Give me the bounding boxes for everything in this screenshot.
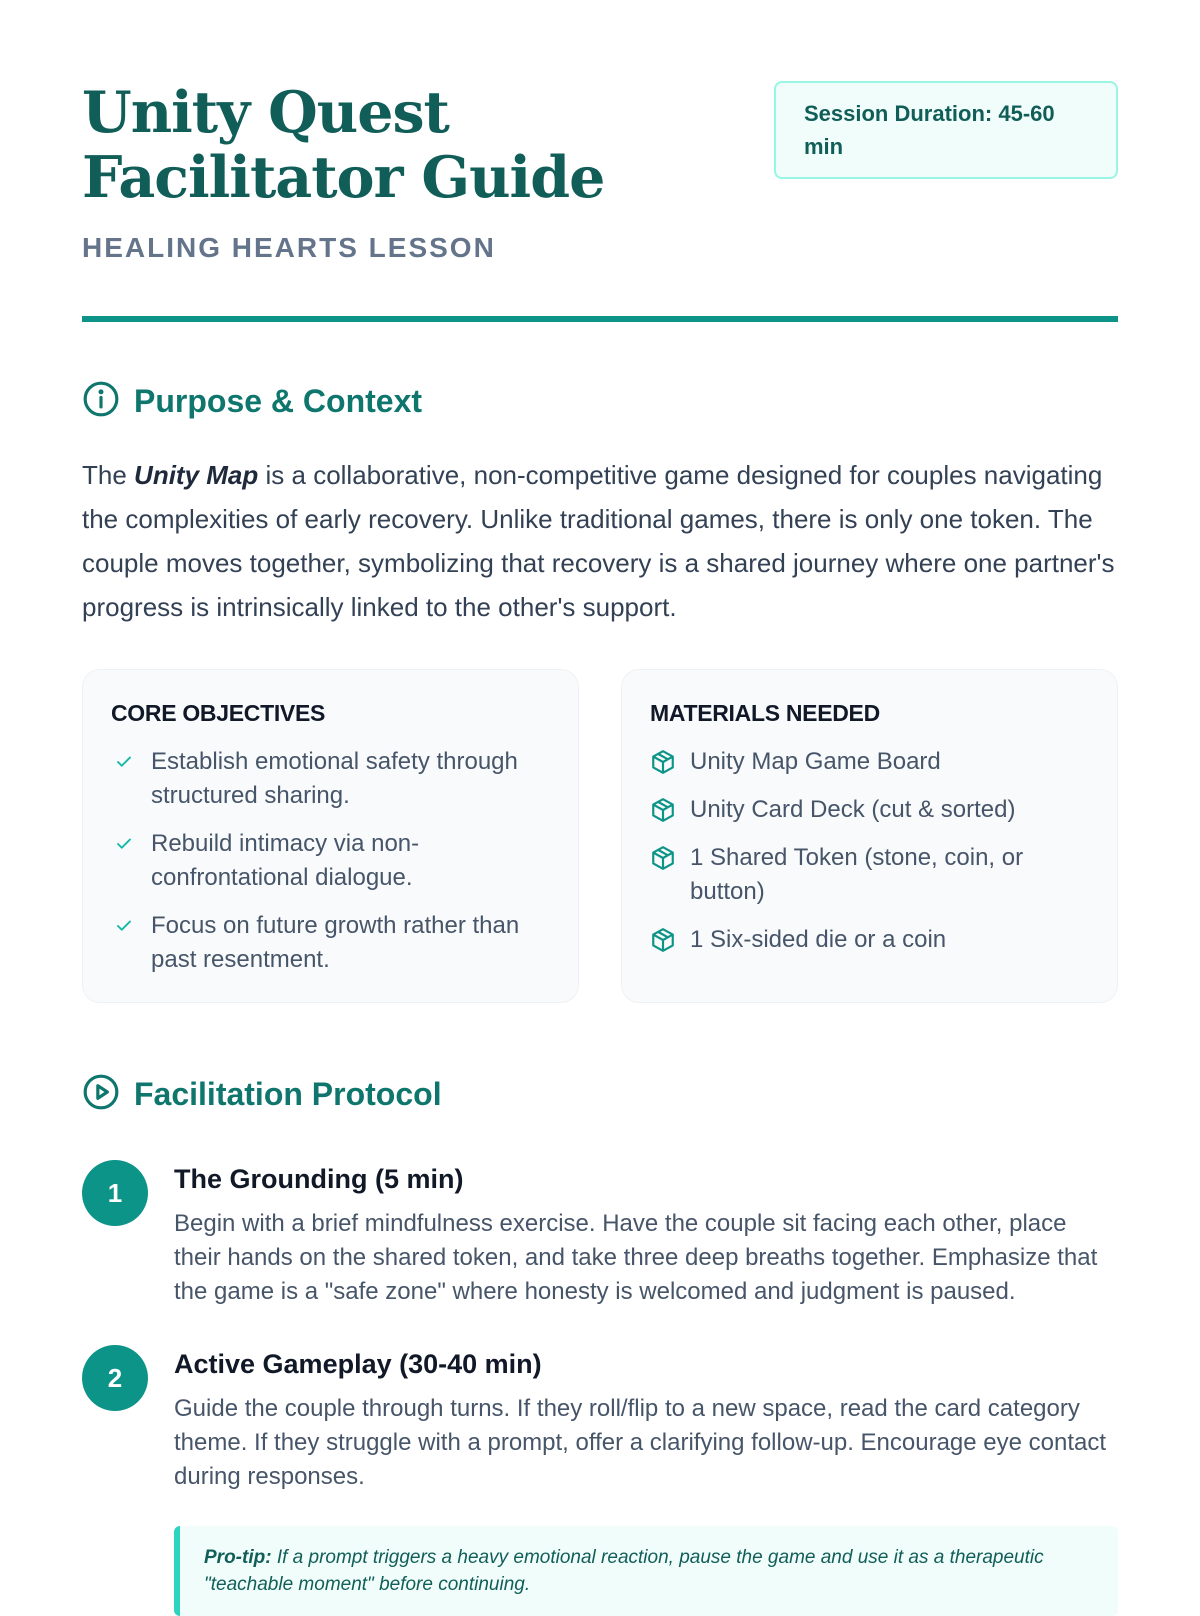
step-body [174,1345,1118,1616]
step-title: Active Gameplay (30-40 min) [174,1349,542,1379]
materials-title: MATERIALS NEEDED [650,700,880,726]
step-title: The Grounding (5 min) [174,1164,464,1194]
play-circle-icon [82,1073,120,1116]
pro-tip-text: If a prompt triggers a heavy emotional reaction, pause the game and use it as a therapeutic "teachable moment" before continuing. [204,1547,1044,1595]
step-text: Begin with a brief mindfulness exercise. Have the couple sit facing each other, place their hands on the shared token, and take three deep breaths together. Emphasize that the game is a "safe zone" where honesty is welcomed and judgment is paused. [174,1210,1098,1305]
materials-card [621,669,1118,1003]
protocol-steps [82,1160,1118,1616]
package-icon [650,841,676,875]
objective-text: Rebuild intimacy via non-confrontational dialogue. [151,830,420,891]
package-icon [650,745,676,779]
list-item [111,745,550,813]
list-item [111,909,550,977]
page-subtitle: HEALING HEARTS LESSON [82,232,496,263]
protocol-step [82,1160,1118,1309]
list-item [111,827,550,895]
check-icon [111,827,137,861]
purpose-title: Purpose & Context [134,383,423,419]
list-item [650,745,1089,779]
step-number-badge: 1 [82,1160,148,1226]
header [82,80,1118,316]
check-icon [111,909,137,943]
session-duration-badge: Session Duration: 45-60 min [774,81,1118,179]
package-icon [650,923,676,957]
unity-map-emphasis: Unity Map [134,460,259,490]
material-text: 1 Shared Token (stone, coin, or button) [690,844,1024,905]
protocol-heading [82,1073,1118,1116]
objectives-card [82,669,579,1003]
objectives-list [111,745,550,977]
check-icon [111,745,137,779]
purpose-heading [82,380,1118,423]
objective-text: Focus on future growth rather than past resentment. [151,912,520,973]
step-text: Guide the couple through turns. If they roll/flip to a new space, read the card category theme. If they struggle with a prompt, offer a clarifying follow-up. Encourage eye contact during responses. [174,1395,1107,1490]
list-item [650,841,1089,909]
pro-tip-label: Pro-tip: [204,1547,272,1568]
list-item [650,923,1089,957]
protocol-section [82,1073,1118,1616]
purpose-paragraph [82,453,1118,629]
pro-tip-callout [174,1526,1118,1616]
info-cards [82,669,1118,1003]
protocol-title: Facilitation Protocol [134,1076,442,1112]
step-number-badge: 2 [82,1345,148,1411]
package-icon [650,793,676,827]
purpose-text-body: is a collaborative, non-competitive game designed for couples navigating the complexities of early recovery. Unlike traditional games, there is only one token. The couple moves together, symbolizing that recovery is a shared journey where one partner's progress is intrinsically linked to the other's support. [82,460,1115,622]
objective-text: Establish emotional safety through structured sharing. [151,748,518,809]
purpose-text-prefix: The [82,460,127,490]
list-item [650,793,1089,827]
material-text: 1 Six-sided die or a coin [690,926,947,953]
purpose-section [82,380,1118,629]
info-circle-icon [82,380,120,423]
material-text: Unity Map Game Board [690,748,941,775]
protocol-step [82,1345,1118,1616]
material-text: Unity Card Deck (cut & sorted) [690,796,1016,823]
objectives-title: CORE OBJECTIVES [111,700,326,726]
page-title: Unity Quest Facilitator Guide [82,79,605,211]
step-body [174,1160,1118,1309]
materials-list [650,745,1089,957]
header-divider [82,316,1118,322]
